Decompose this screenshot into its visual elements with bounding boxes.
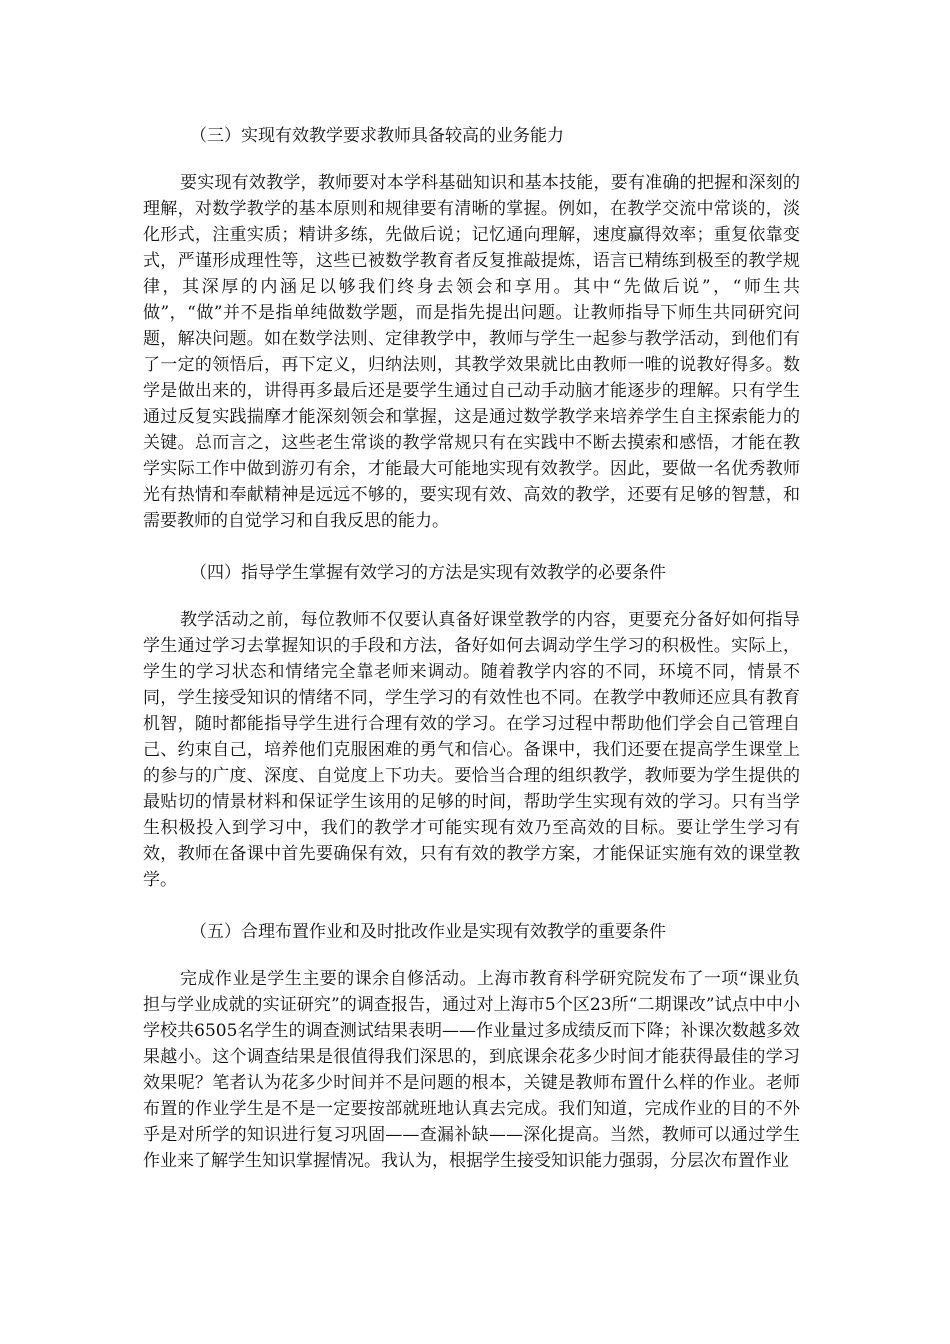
section-heading-3: （三）实现有效教学要求教师具备较高的业务能力 bbox=[190, 126, 564, 146]
section-paragraph-4: 教学活动之前，每位教师不仅要认真备好课堂教学的内容，更要充分备好如何指导学生通过学习去掌握知识的手段和方法，备好如何去调动学生学习的积极性。实际上，学生的学习状态和情绪完全靠老师来调动。随着教学内容的不同，环境不同，情景不同，学生接受知识的情绪不同，学生学习的有效性也不同。在教学中教师还应具有教育机智，随时都能指导学生进行合理有效的学习。在学习过程中帮助他们学会自己管理自己、约束自己，培养他们克服困难的勇气和信心。备课中，我们还要在提高学生课堂上的参与的广度、深度、自觉度上下功夫。要恰当合理的组织教学，教师要为学生提供的最贴切的情景材料和保证学生该用的足够的时间，帮助学生实现有效的学习。只有当学生积极投入到学习中，我们的教学才可能实现有效乃至高效的目标。要让学生学习有效，教师在备课中首先要确保有效，只有有效的教学方案，才能保证实施有效的课堂教学。 bbox=[143, 610, 800, 890]
section-heading-5: （五）合理布置作业和及时批改作业是实现有效教学的重要条件 bbox=[190, 922, 666, 942]
section-paragraph-3: 要实现有效教学，教师要对本学科基础知识和基本技能，要有准确的把握和深刻的理解，对数学教学的基本原则和规律要有清晰的掌握。例如，在教学交流中常谈的，淡化形式，注重实质；精讲多练，先做后说；记忆通向理解，速度赢得效率；重复依靠变式，严谨形成理性等，这些已被数学教育者反复推敲提炼，语言已精练到极至的教学规律，其深厚的内涵足以够我们终身去领会和享用。其中“先做后说”，“师生共做”，“做”并不是指单纯做数学题，而是指先提出问题。让教师指导下师生共同研究问题，解决问题。如在数学法则、定律教学中，教师与学生一起参与教学活动，到他们有了一定的领悟后，再下定义，归纳法则，其教学效果就比由教师一唯的说教好得多。数学是做出来的，讲得再多最后还是要学生通过自己动手动脑才能逐步的理解。只有学生通过反复实践揣摩才能深刻领会和掌握，这是通过数学教学来培养学生自主探索能力的关键。总而言之，这些老生常谈的教学常规只有在实践中不断去摸索和感悟，才能在教学实际工作中做到游刃有余，才能最大可能地实现有效教学。因此，要做一名优秀教师光有热情和奉献精神是远远不够的，要实现有效、高效的教学，还要有足够的智慧，和需要教师的自觉学习和自我反思的能力。 bbox=[143, 173, 800, 531]
section-paragraph-5: 完成作业是学生主要的课余自修活动。上海市教育科学研究院发布了一项“课业负担与学业成就的实证研究”的调查报告，通过对上海市5个区23所“二期课改”试点中中小学校共6505名学生的调查测试结果表明——作业量过多成绩反而下降；补课次数越多效果越小。这个调查结果是很值得我们深思的，到底课余花多少时间才能获得最佳的学习效果呢？笔者认为花多少时间并不是问题的根本，关键是教师布置什么样的作业。老师布置的作业学生是不是一定要按部就班地认真去完成。我们知道，完成作业的目的不外乎是对所学的知识进行复习巩固——查漏补缺——深化提高。当然，教师可以通过学生作业来了解学生知识掌握情况。我认为，根据学生接受知识能力强弱，分层次布置作业 bbox=[143, 969, 800, 1171]
section-heading-4: （四）指导学生掌握有效学习的方法是实现有效教学的必要条件 bbox=[190, 563, 666, 583]
